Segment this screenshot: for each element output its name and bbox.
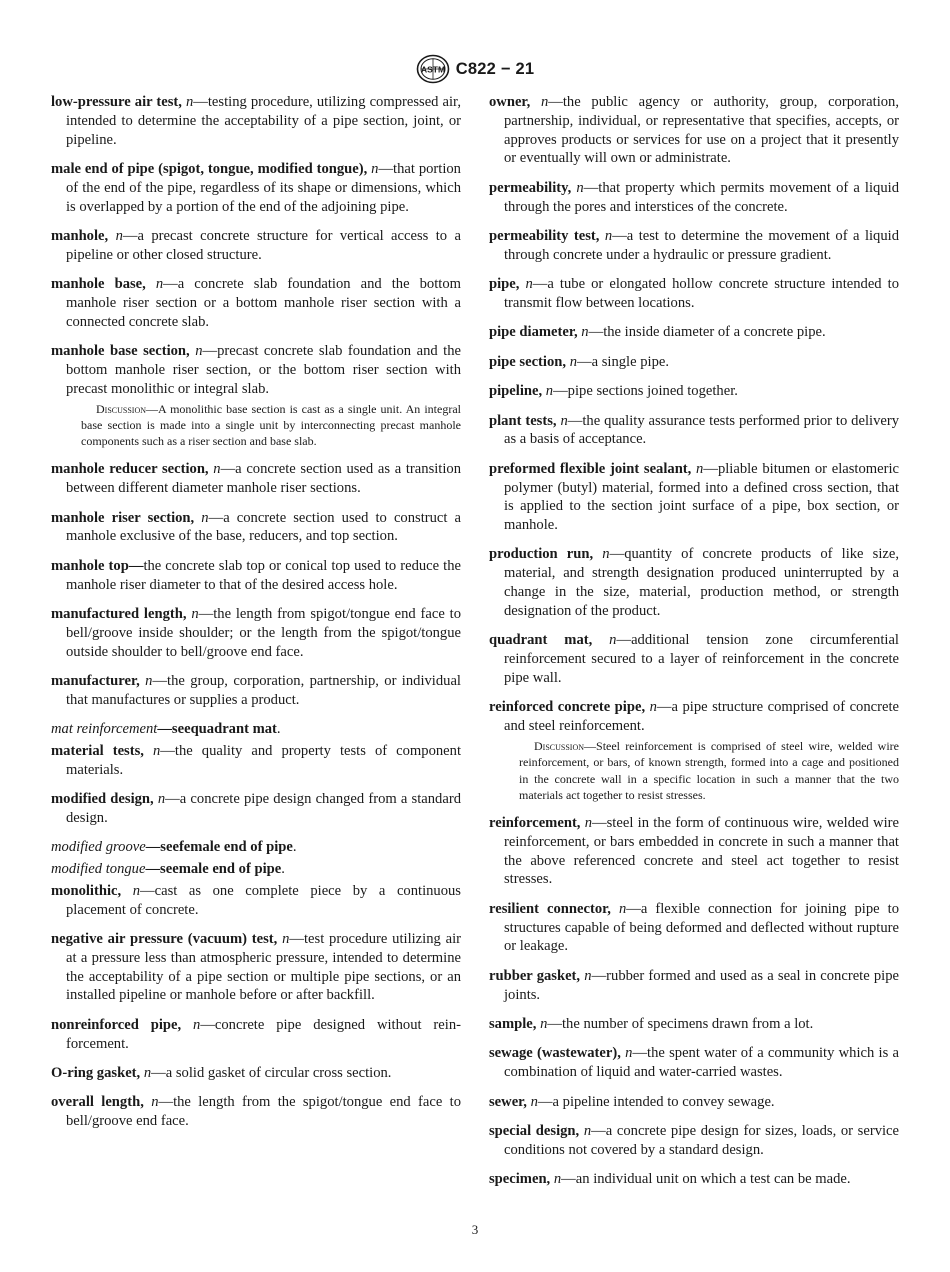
- glossary-definition: —a concrete slab foundation and the bottom manhole riser section or a bottom manhole riser section with a connected concrete slab.: [66, 276, 461, 330]
- glossary-definition: —that property which permits movement of a liquid through the pores and interstices of the concrete.: [504, 179, 899, 215]
- glossary-entry: sewage (wastewater), n—the spent water of a community which is a combination of liquid and water-carried wastes.: [489, 1045, 899, 1081]
- glossary-definition: —a concrete section used as a transition between different diameter manhole riser sections.: [66, 461, 462, 497]
- glossary-entry: modified design, n—a concrete pipe design changed from a standard design.: [51, 791, 461, 826]
- glossary-definition: —the quality and property tests of component materials.: [66, 742, 462, 778]
- glossary-definition: —steel in the form of continuous wire, welded wire reinforcement, or bars embedded in concrete in such a manner that the above referenced concrete and steel act together to resist stresses.: [504, 815, 899, 888]
- glossary-entry: plant tests, n—the quality assurance tests performed prior to delivery as a basis of acceptance.: [489, 412, 899, 448]
- glossary-definition: —a solid gasket of circular cross section.: [151, 1065, 392, 1081]
- glossary-term: overall length,: [51, 1094, 144, 1111]
- glossary-term: manufacturer,: [51, 672, 140, 689]
- glossary-entry: male end of pipe (spigot, tongue, modified tongue), n—that portion of the end of the pipe, regardless of its shape or dimensions, which is overlapped by a portion of the end of the adjoining pipe.: [51, 160, 461, 215]
- glossary-term: low-pressure air test,: [51, 94, 182, 110]
- glossary-definition: —the quality assurance tests performed prior to delivery as a basis of acceptance.: [504, 412, 899, 448]
- glossary-term: manhole,: [51, 227, 109, 244]
- document-id: C822 − 21: [455, 59, 535, 78]
- glossary-term: manhole top—: [51, 557, 144, 574]
- page-number: 3: [471, 1222, 479, 1237]
- cross-reference-entry: modified tongue—seemale end of pipe.: [51, 861, 285, 878]
- glossary-term: pipe section,: [489, 353, 567, 370]
- glossary-definition: —a test to determine the movement of a liquid through concrete under a hydraulic or pressure gradient.: [504, 227, 899, 263]
- glossary-term: sewer,: [489, 1093, 527, 1110]
- right-column: [489, 93, 899, 1200]
- glossary-entry: manhole base section, n—precast concrete slab foundation and the bottom manhole riser section, or the bottom riser section with precast monolithic or integral slab. Discussion—A monolithic base section is cast as a single unit. An integral base section is made into a single unit by interconnecting precast manhole components such as a riser section and base slab.: [51, 343, 461, 449]
- glossary-entry: nonreinforced pipe, n—concrete pipe designed without reinforcement.: [51, 1016, 461, 1052]
- glossary-entry: manhole riser section, n—a concrete section used to construct a manhole exclusive of the base, reducers, and top section.: [51, 509, 461, 545]
- cross-reference-target: female end of pipe: [178, 839, 293, 856]
- glossary-entry: low-pressure air test, n—testing procedure, utilizing compressed air, intended to determine the acceptability of a pipe section, joint, or pipeline.: [51, 94, 461, 148]
- glossary-entry: sample, n—the number of specimens drawn from a lot.: [489, 1016, 814, 1033]
- glossary-entry: permeability test, n—a test to determine the movement of a liquid through concrete under a hydraulic or pressure gradient.: [489, 227, 899, 263]
- glossary-term: resilient connector,: [489, 900, 611, 917]
- glossary-definition: —pliable bitumen or elastomeric polymer (butyl) material, formed into a defined cross section, that is applied to the section joint surface of a pipe, box section, or manhole.: [504, 460, 900, 534]
- glossary-term: pipe diameter,: [489, 324, 578, 341]
- glossary-definition: —the spent water of a community which is a combination of liquid and water-carried wastes.: [504, 1045, 899, 1081]
- cross-reference-term: modified groove: [51, 839, 146, 856]
- glossary-entry: rubber gasket, n—rubber formed and used as a seal in concrete pipe joints.: [489, 967, 900, 1003]
- cross-reference-entry: mat reinforcement—seequadrant mat.: [51, 721, 281, 738]
- glossary-definition: —that portion of the end of the pipe, regardless of its shape or dimensions, which is overlapped by a portion of the end of the adjoining pipe.: [66, 160, 461, 215]
- page-header: [0, 54, 950, 84]
- glossary-term: pipe,: [489, 276, 520, 293]
- glossary-term: material tests,: [51, 742, 144, 759]
- glossary-term: reinforced concrete pipe,: [489, 699, 646, 716]
- glossary-entry: reinforced concrete pipe, n—a pipe structure comprised of concrete and steel reinforcement. Discussion—Steel reinforcement is comprised of steel wire, welded wire reinforcement, or bars, of known strength, formed into a cage and positioned in the concrete wall in a specific location in such a manner that the two materials act together to resist stresses.: [489, 699, 899, 803]
- glossary-term: sewage (wastewater),: [489, 1045, 621, 1062]
- glossary-definition: —quantity of concrete products of like size, material, and strength designation produced uninterrupted by a change in the size, material, production method, or strength designation of the product.: [504, 546, 900, 619]
- glossary-entry: pipe section, n—a single pipe.: [489, 353, 669, 370]
- glossary-entry: specimen, n—an individual unit on which a test can be made.: [489, 1171, 851, 1188]
- glossary-entry: overall length, n—the length from the spigot/tongue end face to bell/groove end face.: [51, 1094, 461, 1130]
- glossary-definition: —the length from the spigot/tongue end face to bell/groove end face.: [66, 1094, 461, 1130]
- glossary-term: quadrant mat,: [489, 632, 593, 649]
- glossary-definition: —the inside diameter of a concrete pipe.: [588, 324, 826, 341]
- discussion-note: Discussion—A monolithic base section is cast as a single unit. An integral base section is made into a single unit by interconnecting precast manhole components such as a riser section and base slab.: [81, 401, 461, 449]
- glossary-term: permeability test,: [489, 227, 600, 244]
- glossary-entry: manufactured length, n—the length from spigot/tongue end face to bell/groove inside shoulder; or the length from the spigot/tongue outside shoulder to bell/groove end face.: [51, 605, 461, 660]
- glossary-term: permeability,: [489, 179, 572, 196]
- discussion-note: Discussion—Steel reinforcement is comprised of steel wire, welded wire reinforcement, or bars, of known strength, formed into a cage and positioned in the concrete wall in a specific location in such a manner that the two materials act together to resist stresses.: [519, 738, 899, 803]
- cross-reference-entry: modified groove—seefemale end of pipe.: [51, 839, 297, 856]
- glossary-entry: manufacturer, n—the group, corporation, partnership, or individual that manufactures or supplies a product.: [51, 672, 461, 708]
- glossary-entry: resilient connector, n—a flexible connection for joining pipe to structures capable of being deformed and deflected without rupture or leakage.: [489, 900, 900, 955]
- glossary-term: sample,: [489, 1016, 537, 1033]
- glossary-term: preformed flexible joint sealant,: [489, 460, 692, 477]
- glossary-definition: —a flexible connection for joining pipe to structures capable of being deformed and deflected without rupture or leakage.: [504, 900, 900, 955]
- glossary-definition: —a precast concrete structure for vertical access to a pipeline or other closed structure.: [66, 227, 461, 263]
- glossary-entry: pipe, n—a tube or elongated hollow concrete structure intended to transmit flow between locations.: [489, 276, 900, 311]
- glossary-term: plant tests,: [489, 412, 557, 429]
- glossary-term: pipeline,: [489, 383, 543, 400]
- glossary-entry: pipeline, n—pipe sections joined together.: [489, 383, 738, 400]
- astm-logo-icon: [416, 54, 450, 84]
- glossary-definition: —a pipeline intended to convey sewage.: [537, 1093, 775, 1110]
- glossary-definition: —test procedure utilizing air at a pressure less than atmospheric pressure, intended to determine the acceptability of a pipe section or multiple pipe sections, or an installed pipeline or manhole before or after backfill.: [66, 931, 461, 1004]
- glossary-entry: manhole, n—a precast concrete structure for vertical access to a pipeline or other closed structure.: [51, 227, 461, 263]
- glossary-definition: —the number of specimens drawn from a lot.: [547, 1016, 814, 1033]
- glossary-entry: sewer, n—a pipeline intended to convey sewage.: [489, 1093, 775, 1110]
- glossary-entry: permeability, n—that property which permits movement of a liquid through the pores and interstices of the concrete.: [489, 179, 899, 215]
- glossary-term: negative air pressure (vacuum) test,: [51, 931, 278, 948]
- glossary-term: rubber gasket,: [489, 967, 581, 984]
- svg-text:ASTM: ASTM: [420, 64, 445, 75]
- glossary-definition: —concrete pipe designed without reinforcement.: [66, 1016, 461, 1052]
- glossary-definition: the concrete slab top or conical top used to reduce the manhole riser diameter to that of the desired access hole.: [66, 557, 462, 593]
- glossary-entry: preformed flexible joint sealant, n—pliable bitumen or elastomeric polymer (butyl) material, formed into a defined cross section, that is applied to the section joint surface of a pipe, box section, or manhole.: [489, 460, 900, 534]
- glossary-entry: O-ring gasket, n—a solid gasket of circular cross section.: [51, 1065, 392, 1081]
- glossary-term: monolithic,: [51, 882, 122, 899]
- glossary-definition: —pipe sections joined together.: [553, 383, 738, 400]
- glossary-entry: owner, n—the public agency or authority, group, corporation, partnership, individual, or representative that specifies, accepts, or approves products or services for use on a project that it presently or eventually will own or administrate.: [489, 94, 899, 167]
- glossary-term: modified design,: [51, 791, 154, 808]
- glossary-term: owner,: [489, 94, 531, 110]
- glossary-term: special design,: [489, 1122, 580, 1139]
- glossary-term: manhole reducer section,: [51, 461, 209, 478]
- glossary-definition: —additional tension zone circumferential reinforcement secured to a layer of reinforcement in the concrete pipe wall.: [504, 632, 899, 686]
- glossary-term: male end of pipe (spigot, tongue, modified tongue),: [51, 160, 368, 177]
- glossary-definition: —an individual unit on which a test can be made.: [561, 1171, 851, 1188]
- glossary-entry: manhole base, n—a concrete slab foundation and the bottom manhole riser section or a bottom manhole riser section with a connected concrete slab.: [51, 276, 461, 330]
- glossary-entry: [51, 557, 461, 595]
- glossary-entry: reinforcement, n—steel in the form of continuous wire, welded wire reinforcement, or bars embedded in concrete in such a manner that the above referenced concrete and steel act together to resist stresses.: [489, 815, 899, 888]
- glossary-entry: monolithic, n—cast as one complete piece by a continuous placement of concrete.: [51, 882, 461, 918]
- glossary-entry: material tests, n—the quality and property tests of component materials.: [51, 742, 462, 778]
- cross-reference-target: male end of pipe: [178, 861, 282, 878]
- glossary-term: nonreinforced pipe,: [51, 1016, 182, 1033]
- glossary-definition: —testing procedure, utilizing compressed air, intended to determine the acceptability of a pipe section, joint, or pipeline.: [66, 94, 461, 148]
- glossary-definition: —precast concrete slab foundation and the bottom manhole riser section, or the bottom riser section with precast monolithic or integral slab.: [66, 343, 461, 397]
- glossary-definition: —the public agency or authority, group, corporation, partnership, individual, or representative that specifies, accepts, or approves products or services for use on a project that it presently or eventually will own or administrate.: [504, 94, 899, 167]
- glossary-term: production run,: [489, 546, 594, 563]
- glossary-definition: —a concrete pipe design changed from a standard design.: [66, 791, 461, 826]
- glossary-term: reinforcement,: [489, 815, 581, 832]
- glossary-definition: —a pipe structure comprised of concrete and steel reinforcement.: [504, 699, 899, 735]
- glossary-term: manhole base,: [51, 276, 146, 293]
- glossary-entry: manhole reducer section, n—a concrete section used as a transition between different diameter manhole riser sections.: [51, 461, 462, 497]
- cross-reference-target: quadrant mat: [190, 721, 277, 738]
- glossary-term: specimen,: [489, 1171, 551, 1188]
- glossary-definition: —cast as one complete piece by a continuous placement of concrete.: [66, 882, 461, 918]
- glossary-entry: pipe diameter, n—the inside diameter of a concrete pipe.: [489, 324, 826, 341]
- glossary-definition: —a single pipe.: [576, 353, 669, 370]
- cross-reference-term: mat reinforcement: [51, 721, 158, 738]
- glossary-term: O-ring gasket,: [51, 1065, 141, 1081]
- glossary-term: manhole base section,: [51, 343, 190, 360]
- glossary-definition: —the length from spigot/tongue end face to bell/groove inside shoulder; or the length from the spigot/tongue outside shoulder to bell/groove end face.: [66, 605, 461, 660]
- glossary-definition: —rubber formed and used as a seal in concrete pipe joints.: [504, 967, 900, 1003]
- glossary-definition: —a concrete section used to construct a manhole exclusive of the base, reducers, and top section.: [66, 509, 461, 545]
- glossary-definition: —a tube or elongated hollow concrete structure intended to transmit flow between locations.: [504, 276, 900, 311]
- glossary-entry: quadrant mat, n—additional tension zone circumferential reinforcement secured to a layer of reinforcement in the concrete pipe wall.: [489, 632, 899, 686]
- glossary-term: manhole riser section,: [51, 509, 195, 526]
- glossary-term: manufactured length,: [51, 605, 187, 622]
- glossary-definition: —the group, corporation, partnership, or individual that manufactures or supplies a product.: [66, 672, 461, 708]
- glossary-entry: production run, n—quantity of concrete products of like size, material, and strength designation produced uninterrupted by a change in the size, material, production method, or strength designation of the product.: [489, 546, 900, 619]
- glossary-entry: negative air pressure (vacuum) test, n—test procedure utilizing air at a pressure less than atmospheric pressure, intended to determine the acceptability of a pipe section or multiple pipe sections, or an installed pipeline or manhole before or after backfill.: [51, 931, 461, 1004]
- cross-reference-term: modified tongue: [51, 861, 146, 878]
- glossary-entry: special design, n—a concrete pipe design for sizes, loads, or service conditions not covered by a standard design.: [489, 1122, 900, 1158]
- left-column: [51, 93, 461, 1142]
- glossary-definition: —a concrete pipe design for sizes, loads, or service conditions not covered by a standard design.: [504, 1122, 900, 1158]
